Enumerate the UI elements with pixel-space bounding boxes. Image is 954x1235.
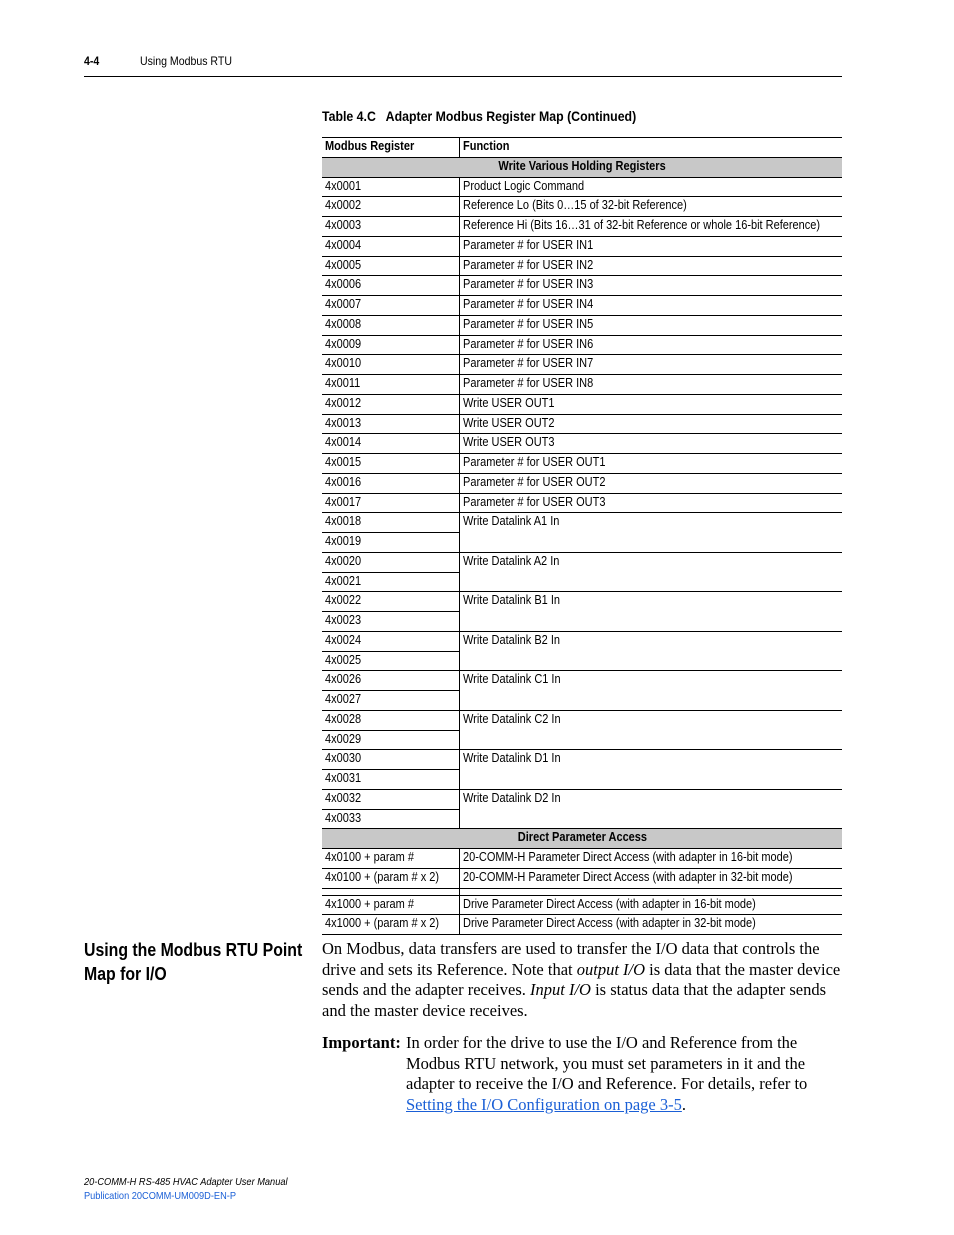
body-paragraph <box>322 939 842 1021</box>
register-cell: 4x0021 <box>322 572 460 592</box>
table-spacer-row <box>322 888 842 895</box>
function-cell: Write USER OUT3 <box>460 434 843 454</box>
register-cell: 4x0013 <box>322 414 460 434</box>
table-row <box>322 592 842 612</box>
table-row <box>322 197 842 217</box>
register-cell: 4x0028 <box>322 710 460 730</box>
table-row <box>322 895 842 915</box>
register-cell: 4x1000 + (param # x 2) <box>322 915 460 935</box>
page-header <box>84 52 842 77</box>
section-title: Write Various Holding Registers <box>322 157 842 177</box>
section-heading: Using the Modbus RTU Point Map for I/O <box>84 940 303 984</box>
table-row <box>322 789 842 809</box>
section-title: Direct Parameter Access <box>322 829 842 849</box>
register-cell: 4x0001 <box>322 177 460 197</box>
register-cell: 4x0025 <box>322 651 460 671</box>
table-section-row <box>322 829 842 849</box>
function-cell: Drive Parameter Direct Access (with adapter in 16-bit mode) <box>460 895 843 915</box>
function-cell: Write USER OUT1 <box>460 394 843 414</box>
function-cell: Product Logic Command <box>460 177 843 197</box>
table-row <box>322 631 842 651</box>
table-row <box>322 355 842 375</box>
register-cell: 4x0029 <box>322 730 460 750</box>
register-cell: 4x0023 <box>322 612 460 632</box>
table-row <box>322 710 842 730</box>
spacer-cell <box>460 888 843 895</box>
function-cell: 20-COMM-H Parameter Direct Access (with adapter in 16-bit mode) <box>460 849 843 869</box>
paragraph-text: is data that the master device sends and the adapter receives. <box>322 959 841 999</box>
table-row <box>322 335 842 355</box>
table-row <box>322 394 842 414</box>
register-cell: 4x0011 <box>322 375 460 395</box>
function-cell: Parameter # for USER OUT1 <box>460 454 843 474</box>
important-text: In order for the drive to use the I/O and Reference from the Modbus RTU network, you must set parameters in it and the adapter to receive the I/O and Reference. For details, refer to <box>406 1033 808 1093</box>
table-row <box>322 671 842 691</box>
function-cell: Parameter # for USER IN6 <box>460 335 843 355</box>
register-cell: 4x0008 <box>322 315 460 335</box>
register-cell: 4x0009 <box>322 335 460 355</box>
function-cell: Parameter # for USER OUT2 <box>460 473 843 493</box>
register-cell: 4x0032 <box>322 789 460 809</box>
register-cell: 4x0004 <box>322 236 460 256</box>
function-cell: Reference Lo (Bits 0…15 of 32-bit Reference) <box>460 197 843 217</box>
function-cell: Write Datalink C1 In <box>460 671 843 711</box>
function-cell: Parameter # for USER IN7 <box>460 355 843 375</box>
function-cell: Write Datalink B2 In <box>460 631 843 671</box>
function-cell: Write Datalink A2 In <box>460 552 843 592</box>
table-row <box>322 375 842 395</box>
table-section-row <box>322 157 842 177</box>
table-row <box>322 315 842 335</box>
table-caption: Table 4.C Adapter Modbus Register Map (Continued) <box>322 108 637 124</box>
table-row <box>322 256 842 276</box>
register-cell: 4x0003 <box>322 217 460 237</box>
table-row <box>322 217 842 237</box>
register-cell: 4x0024 <box>322 631 460 651</box>
table-row <box>322 915 842 935</box>
register-cell: 4x0005 <box>322 256 460 276</box>
register-cell: 4x0012 <box>322 394 460 414</box>
register-cell: 4x0002 <box>322 197 460 217</box>
table-row <box>322 276 842 296</box>
function-cell: Parameter # for USER IN4 <box>460 296 843 316</box>
function-cell: Write Datalink D1 In <box>460 750 843 790</box>
table-row <box>322 750 842 770</box>
register-cell: 4x0018 <box>322 513 460 533</box>
table-row <box>322 473 842 493</box>
emphasized-term: Input I/O <box>530 980 591 999</box>
register-cell: 4x0017 <box>322 493 460 513</box>
cross-reference-link[interactable]: Setting the I/O Configuration on page 3-5 <box>406 1094 682 1114</box>
manual-title: 20-COMM-H RS-485 HVAC Adapter User Manual <box>84 1176 288 1188</box>
paragraph-text: is status data that the adapter sends and the master device receives. <box>322 980 827 1020</box>
register-cell: 4x0007 <box>322 296 460 316</box>
register-cell: 4x0020 <box>322 552 460 572</box>
table-row <box>322 177 842 197</box>
register-cell: 4x0019 <box>322 533 460 553</box>
table-row <box>322 493 842 513</box>
register-cell: 4x0022 <box>322 592 460 612</box>
register-map-table <box>322 137 842 935</box>
register-cell: 4x0030 <box>322 750 460 770</box>
table-body <box>322 157 842 934</box>
function-cell: Write Datalink D2 In <box>460 789 843 829</box>
function-cell: 20-COMM-H Parameter Direct Access (with adapter in 32-bit mode) <box>460 868 843 888</box>
register-cell: 4x0016 <box>322 473 460 493</box>
spacer-cell <box>322 888 460 895</box>
publication-number: Publication 20COMM-UM009D-EN-P <box>84 1190 236 1202</box>
page-number: 4-4 <box>84 54 100 68</box>
running-section-title: Using Modbus RTU <box>140 54 232 68</box>
table-row <box>322 849 842 869</box>
table-row <box>322 868 842 888</box>
table-row <box>322 454 842 474</box>
column-header-function: Function <box>460 138 843 158</box>
function-cell: Parameter # for USER OUT3 <box>460 493 843 513</box>
table-row <box>322 296 842 316</box>
table-row <box>322 513 842 533</box>
function-cell: Parameter # for USER IN5 <box>460 315 843 335</box>
register-cell: 4x0006 <box>322 276 460 296</box>
function-cell: Write Datalink C2 In <box>460 710 843 750</box>
column-header-register: Modbus Register <box>322 138 460 158</box>
table-row <box>322 236 842 256</box>
function-cell: Parameter # for USER IN3 <box>460 276 843 296</box>
paragraph-text: On Modbus, data transfers are used to transfer the I/O data that controls the drive and sets its Reference. Note that <box>322 939 820 979</box>
register-cell: 4x0033 <box>322 809 460 829</box>
emphasized-term: output I/O <box>576 959 646 979</box>
function-cell: Write Datalink A1 In <box>460 513 843 553</box>
table-row <box>322 414 842 434</box>
important-note: In order for the drive to use the I/O and Reference from the Modbus RTU network, you must set parameters in it and the adapter to receive the I/O and Reference. For details, refer to Setting the I/O Configuration on page 3-5. <box>406 1033 808 1114</box>
function-cell: Reference Hi (Bits 16…31 of 32-bit Reference or whole 16-bit Reference) <box>460 217 843 237</box>
table-header-row <box>322 138 842 158</box>
function-cell: Parameter # for USER IN1 <box>460 236 843 256</box>
function-cell: Write USER OUT2 <box>460 414 843 434</box>
register-cell: 4x0031 <box>322 770 460 790</box>
register-cell: 4x0100 + param # <box>322 849 460 869</box>
register-cell: 4x0015 <box>322 454 460 474</box>
register-cell: 4x0100 + (param # x 2) <box>322 868 460 888</box>
function-cell: Parameter # for USER IN2 <box>460 256 843 276</box>
function-cell: Drive Parameter Direct Access (with adapter in 32-bit mode) <box>460 915 843 935</box>
register-cell: 4x0026 <box>322 671 460 691</box>
register-cell: 4x0014 <box>322 434 460 454</box>
page-footer <box>84 1175 315 1203</box>
table-row <box>322 552 842 572</box>
register-cell: 4x1000 + param # <box>322 895 460 915</box>
register-cell: 4x0027 <box>322 691 460 711</box>
table-row <box>322 434 842 454</box>
function-cell: Parameter # for USER IN8 <box>460 375 843 395</box>
register-cell: 4x0010 <box>322 355 460 375</box>
function-cell: Write Datalink B1 In <box>460 592 843 632</box>
important-label: Important: <box>322 1033 401 1052</box>
